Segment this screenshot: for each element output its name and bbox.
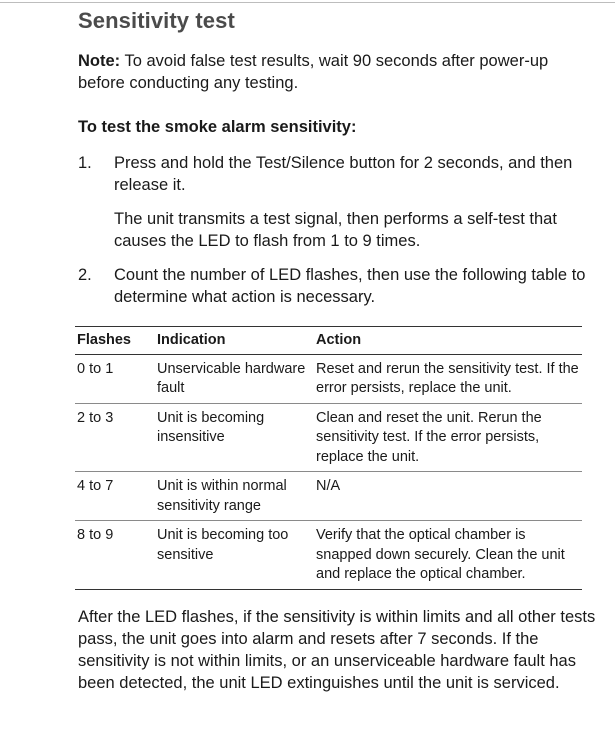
table-row (75, 472, 582, 521)
step-text: Press and hold the Test/Silence button for 2 seconds, and then release it. (114, 154, 573, 194)
step-text: Count the number of LED flashes, then use the following table to determine what action is necessary. (114, 266, 586, 306)
indication-cell: Unservicable hardware fault (155, 354, 314, 403)
action-cell: N/A (314, 472, 582, 521)
column-header-flashes: Flashes (75, 327, 155, 355)
step-number: 1. (78, 154, 92, 172)
closing-paragraph: After the LED flashes, if the sensitivity is within limits and all other tests pass, the unit goes into alarm and resets after 7 seconds. If the sensitivity is not within limits, or an unserviceable hardware fault has been detected, the unit LED extinguishes until the unit is serviced. (78, 608, 596, 692)
action-cell: Clean and reset the unit. Rerun the sensitivity test. If the error persists, replace the unit. (314, 403, 582, 472)
step-number: 2. (78, 266, 92, 284)
column-header-action: Action (314, 327, 582, 355)
note-paragraph (78, 50, 598, 94)
table-row (75, 403, 582, 472)
action-cell: Verify that the optical chamber is snapped down securely. Clean the unit and replace the optical chamber. (314, 521, 582, 590)
flashes-cell: 2 to 3 (75, 403, 155, 472)
procedure-heading: To test the smoke alarm sensitivity: (78, 118, 357, 136)
led-flash-table (75, 326, 582, 590)
table-row (75, 521, 582, 590)
flashes-cell: 4 to 7 (75, 472, 155, 521)
step-1-detail: The unit transmits a test signal, then performs a self-test that causes the LED to flash from 1 to 9 times. (114, 210, 557, 250)
action-cell: Reset and rerun the sensitivity test. If the error persists, replace the unit. (314, 354, 582, 403)
flashes-cell: 8 to 9 (75, 521, 155, 590)
indication-cell: Unit is within normal sensitivity range (155, 472, 314, 521)
flashes-cell: 0 to 1 (75, 354, 155, 403)
indication-cell: Unit is becoming too sensitive (155, 521, 314, 590)
note-text: To avoid false test results, wait 90 seconds after power-up before conducting any testing. (78, 52, 549, 92)
column-header-indication: Indication (155, 327, 314, 355)
indication-cell: Unit is becoming insensitive (155, 403, 314, 472)
top-divider (0, 2, 615, 3)
section-title: Sensitivity test (78, 8, 235, 33)
note-label: Note: (78, 52, 121, 70)
table-row (75, 354, 582, 403)
table-header-row (75, 327, 582, 355)
